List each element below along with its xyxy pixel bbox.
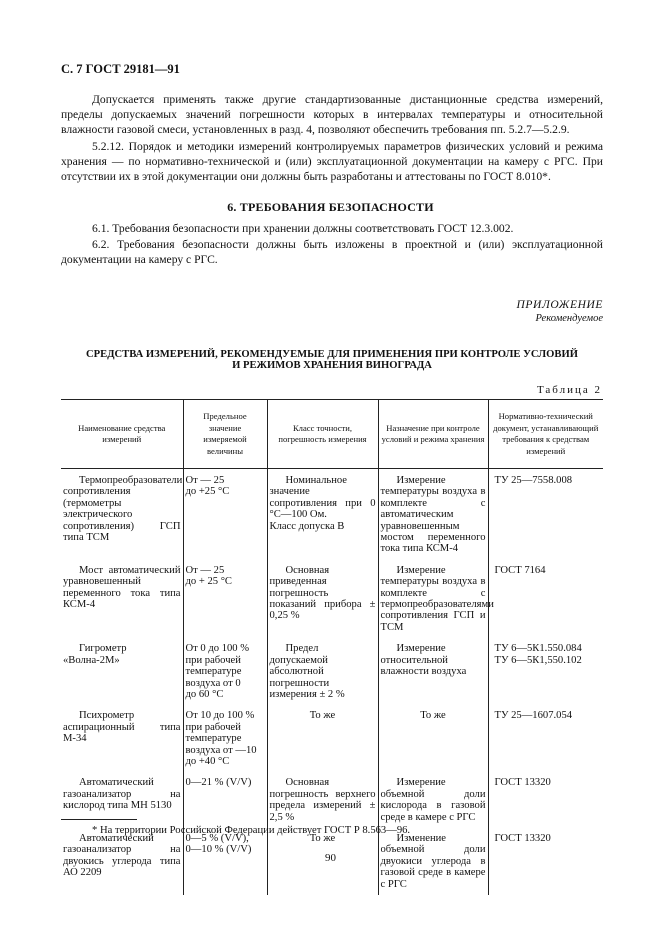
accuracy-class: Предел допускаемой абсолютной погрешности измерения ± 2 %: [267, 638, 378, 705]
measurement-purpose: То же: [378, 705, 488, 772]
measurement-purpose: Измерение объемной доли кислорода в газовой среде в камере с РГС: [378, 772, 488, 828]
regulatory-document: ТУ 25—1607.054: [488, 705, 603, 772]
measurement-table: [61, 399, 603, 895]
table-label: Таблица 2: [536, 384, 602, 396]
table-row: [61, 772, 603, 828]
page-header: С. 7 ГОСТ 29181—91: [61, 62, 180, 76]
regulatory-document: ТУ 25—7558.008: [488, 469, 603, 560]
appendix-title-line: И РЕЖИМОВ ХРАНЕНИЯ ВИНОГРАДА: [232, 360, 432, 371]
table-row: [61, 560, 603, 638]
regulatory-document: ГОСТ 7164: [488, 560, 603, 638]
measurement-range: От — 25 до +25 °С: [183, 469, 267, 560]
footnote: * На территории Российской Федерации действует ГОСТ Р 8.563—96.: [92, 825, 411, 836]
measurement-range: От 10 до 100 % при рабочей температуре воздуха от —10 до +40 °С: [183, 705, 267, 772]
paragraph-5-2-12: 5.2.12. Порядок и методики измерений контролируемых параметров физических условий и режима хранения — по нормативно-технической и (или) эксплуатационной документации на камеру с РГС. При отсутствии их в этой документации они должны быть разработаны и аттестованы по ГОСТ 8.010*.: [61, 140, 603, 184]
measurement-range: От — 25 до + 25 °С: [183, 560, 267, 638]
column-header: Наименование средства измерений: [61, 400, 183, 469]
column-header: Предельное значение измеряемой величины: [183, 400, 267, 469]
measurement-range: 0—21 % (V/V): [183, 772, 267, 828]
accuracy-class: Основная приведенная погрешность показаний прибора ± 0,25 %: [267, 560, 378, 638]
measurement-purpose: Измерение температуры воздуха в комплекте с термопреобразователями сопротивления ГСП и ТСМ: [378, 560, 488, 638]
accuracy-class: Номинальное значение сопротивления при 0 °С—100 Ом. Класс допуска В: [267, 469, 378, 560]
instrument-name: Мост автоматический уравновешенный переменного тока типа КСМ-4: [63, 564, 181, 611]
instrument-name: Автоматический газоанализатор на двуокись углерода типа АО 2209: [63, 832, 181, 879]
measurement-range: От 0 до 100 % при рабочей температуре воздуха от 0 до 60 °С: [183, 638, 267, 705]
measurement-purpose: Измерение температуры воздуха в комплекте с автоматическим уравновешенным мостом переменного тока типа КСМ-4: [378, 469, 488, 560]
table-row: [61, 469, 603, 560]
measurement-purpose: Измерение относительной влажности воздуха: [378, 638, 488, 705]
paragraph-6-1: 6.1. Требования безопасности при хранении должны соответствовать ГОСТ 12.3.002.: [92, 222, 514, 235]
appendix-title-line: СРЕДСТВА ИЗМЕРЕНИЙ, РЕКОМЕНДУЕМЫЕ ДЛЯ ПРИМЕНЕНИЯ ПРИ КОНТРОЛЕ УСЛОВИЙ: [86, 349, 578, 360]
column-header: Назначение при контроле условий и режима хранения: [378, 400, 488, 469]
instrument-name: Автоматический газоанализатор на кислород типа МН 5130: [63, 777, 181, 812]
table-header-row: [61, 400, 603, 469]
footnote-rule: [61, 819, 137, 820]
appendix-title: [61, 349, 603, 371]
accuracy-class: Основная погрешность верхнего предела измерений ± 2,5 %: [267, 772, 378, 828]
section-title: 6. ТРЕБОВАНИЯ БЕЗОПАСНОСТИ: [227, 200, 434, 214]
page-number: 90: [325, 852, 336, 864]
appendix-status: Рекомендуемое: [535, 313, 603, 324]
paragraph-6-2: 6.2. Требования безопасности должны быть изложены в проектной и (или) эксплуатационной документации на камеру с РГС.: [61, 238, 603, 267]
appendix-label: ПРИЛОЖЕНИЕ: [516, 299, 603, 311]
accuracy-class: То же: [267, 828, 378, 895]
table-row: [61, 705, 603, 772]
instrument-name: Психрометр аспирационный типа М-34: [63, 710, 181, 745]
measurement-range: 0—5 % (V/V), 0—10 % (V/V): [183, 828, 267, 895]
column-header: Класс точности, погрешность измерения: [267, 400, 378, 469]
instrument-name: Термопреобразователи сопротивления (термометры электрического сопротивления) ГСП типа ТСМ: [63, 475, 183, 544]
table-row: [61, 638, 603, 705]
regulatory-document: ТУ 6—5К1.550.084 ТУ 6—5К1,550.102: [488, 638, 603, 705]
regulatory-document: ГОСТ 13320: [488, 828, 603, 895]
instrument-name: Гигрометр «Волна-2М»: [63, 643, 127, 666]
column-header: Нормативно-технический документ, устанавливающий требования к средствам измерений: [488, 400, 603, 469]
paragraph-alternatives: Допускается применять также другие стандартизованные дистанционные средства измерений, пределы допускаемых значений погрешности которых в интервалах температуры и относительной влажности газовой смеси, установленных в разд. 4, позволяют обеспечить требования пп. 5.2.7—5.2.9.: [61, 93, 603, 137]
measurement-purpose: Изменение объемной доли двуокиси углерода в газовой среде в камере с РГС: [378, 828, 488, 895]
regulatory-document: ГОСТ 13320: [488, 772, 603, 828]
accuracy-class: То же: [267, 705, 378, 772]
